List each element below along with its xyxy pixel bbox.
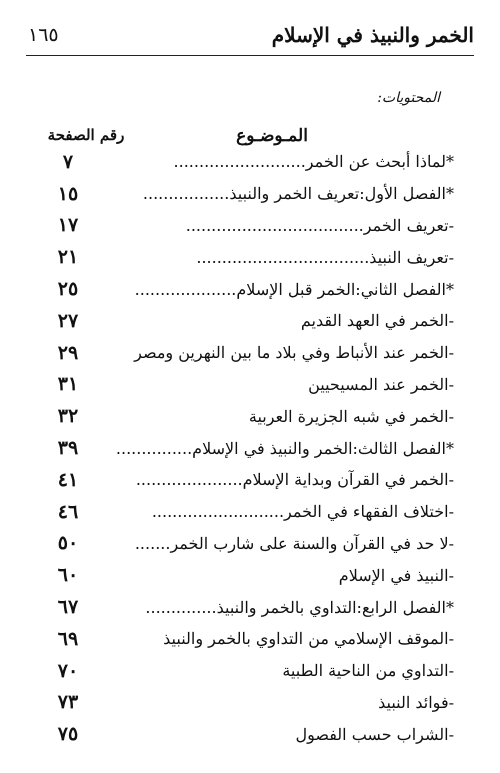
toc-page-number: ٣٢: [57, 405, 79, 428]
toc-entry-cell: [106, 566, 464, 585]
toc-page-number: ٦٧: [57, 596, 79, 619]
toc-entry-cell: [106, 152, 464, 171]
toc-page-number: ٢٥: [57, 278, 79, 301]
toc-page-number: ٣٩: [57, 437, 79, 460]
toc-entry-title: -الخمر في شبه الجزيرة العربية: [248, 406, 454, 426]
toc-entry-cell: [106, 248, 464, 267]
toc-row: [30, 241, 464, 273]
toc-entry-cell: [106, 184, 464, 203]
toc-row: [30, 528, 464, 560]
toc-entry-title: -فوائد النبيذ: [378, 692, 454, 712]
toc-row: [30, 687, 464, 719]
table-of-contents: [30, 146, 464, 750]
toc-page-number: ٧٥: [57, 723, 79, 746]
toc-entry-cell: [106, 629, 464, 648]
toc-entry-cell: [106, 693, 464, 712]
page-number: ١٦٥: [28, 24, 59, 46]
toc-entry-title: *الفصل الثالث:الخمر والنبيذ في الإسلام...............: [115, 438, 454, 458]
toc-row: [30, 464, 464, 496]
toc-row: [30, 559, 464, 591]
toc-row: [30, 178, 464, 210]
toc-entry-cell: [106, 661, 464, 680]
toc-entry-title: -تعريف النبيذ..................................: [196, 247, 454, 267]
toc-entry-title: -اختلاف الفقهاء في الخمر..........................: [151, 502, 454, 522]
toc-entry-cell: [106, 598, 464, 617]
toc-row: [30, 623, 464, 655]
toc-entry-title: *الفصل الرابع:التداوي بالخمر والنبيذ..............: [145, 597, 454, 617]
toc-page-number: ٤٦: [57, 500, 79, 523]
contents-label: المحتويات:: [377, 90, 440, 106]
toc-page-number: ٥٠: [57, 532, 79, 555]
toc-page-number: ٤١: [57, 468, 79, 491]
toc-page-number: ١٧: [57, 214, 79, 237]
toc-entry-cell: [106, 280, 464, 299]
toc-entry-title: *لماذا أبحث عن الخمر..........................: [173, 152, 454, 172]
toc-page-number: ٢٧: [57, 309, 79, 332]
toc-page-number: ٧: [62, 150, 74, 173]
toc-row: [30, 655, 464, 687]
toc-row: [30, 718, 464, 750]
toc-entry-cell: [106, 343, 464, 362]
toc-row: [30, 591, 464, 623]
toc-entry-cell: [106, 725, 464, 744]
toc-page-number: ٦٩: [57, 627, 79, 650]
toc-entry-title: -الشراب حسب الفصول: [295, 724, 454, 744]
toc-row: [30, 337, 464, 369]
toc-entry-cell: [106, 407, 464, 426]
toc-page-number: ١٥: [57, 182, 79, 205]
toc-entry-cell: [106, 502, 464, 521]
header-rule: [26, 55, 474, 56]
book-title: الخمر والنبيذ في الإسلام: [271, 23, 474, 47]
toc-entry-title: -التداوي من الناحية الطبية: [282, 661, 454, 681]
toc-row: [30, 369, 464, 401]
toc-entry-title: -الخمر عند الأنباط وفي بلاد ما بين النهرين ومصر: [134, 343, 454, 363]
toc-row: [30, 432, 464, 464]
toc-page-number: ٣١: [57, 373, 79, 396]
toc-page-number: ٦٠: [57, 564, 79, 587]
toc-entry-cell: [106, 375, 464, 394]
toc-entry-title: -النبيذ في الإسلام: [338, 565, 454, 585]
toc-row: [30, 146, 464, 178]
toc-entry-title: -الخمر في العهد القديم: [300, 311, 454, 331]
toc-row: [30, 496, 464, 528]
toc-entry-title: -لا حد في القرآن والسنة على شارب الخمر.......: [134, 533, 454, 553]
toc-row: [30, 400, 464, 432]
toc-page-number: ٧٣: [57, 691, 79, 714]
toc-entry-title: -تعريف الخمر...................................: [185, 215, 454, 235]
toc-entry-cell: [106, 216, 464, 235]
toc-entry-title: *الفصل الثاني:الخمر قبل الإسلام....................: [134, 279, 454, 299]
toc-entry-title: -الخمر عند المسيحيين: [308, 374, 454, 394]
toc-entry-title: -الموقف الإسلامي من التداوي بالخمر والنبيذ: [163, 629, 454, 649]
toc-row: [30, 305, 464, 337]
running-header: [28, 18, 474, 52]
toc-entry-cell: [106, 439, 464, 458]
toc-page-number: ٢١: [57, 246, 79, 269]
topic-column-heading: المـوضـوع: [236, 126, 308, 146]
toc-entry-cell: [106, 534, 464, 553]
toc-row: [30, 210, 464, 242]
toc-page-number: ٧٠: [57, 659, 79, 682]
toc-row: [30, 273, 464, 305]
toc-entry-title: -الخمر في القرآن وبداية الإسلام.....................: [135, 470, 454, 490]
page-column-heading: رقم الصفحة: [47, 126, 125, 144]
toc-page-number: ٢٩: [57, 341, 79, 364]
toc-entry-title: *الفصل الأول:تعريف الخمر والنبيذ.................: [142, 184, 454, 204]
toc-entry-cell: [106, 311, 464, 330]
toc-entry-cell: [106, 470, 464, 489]
